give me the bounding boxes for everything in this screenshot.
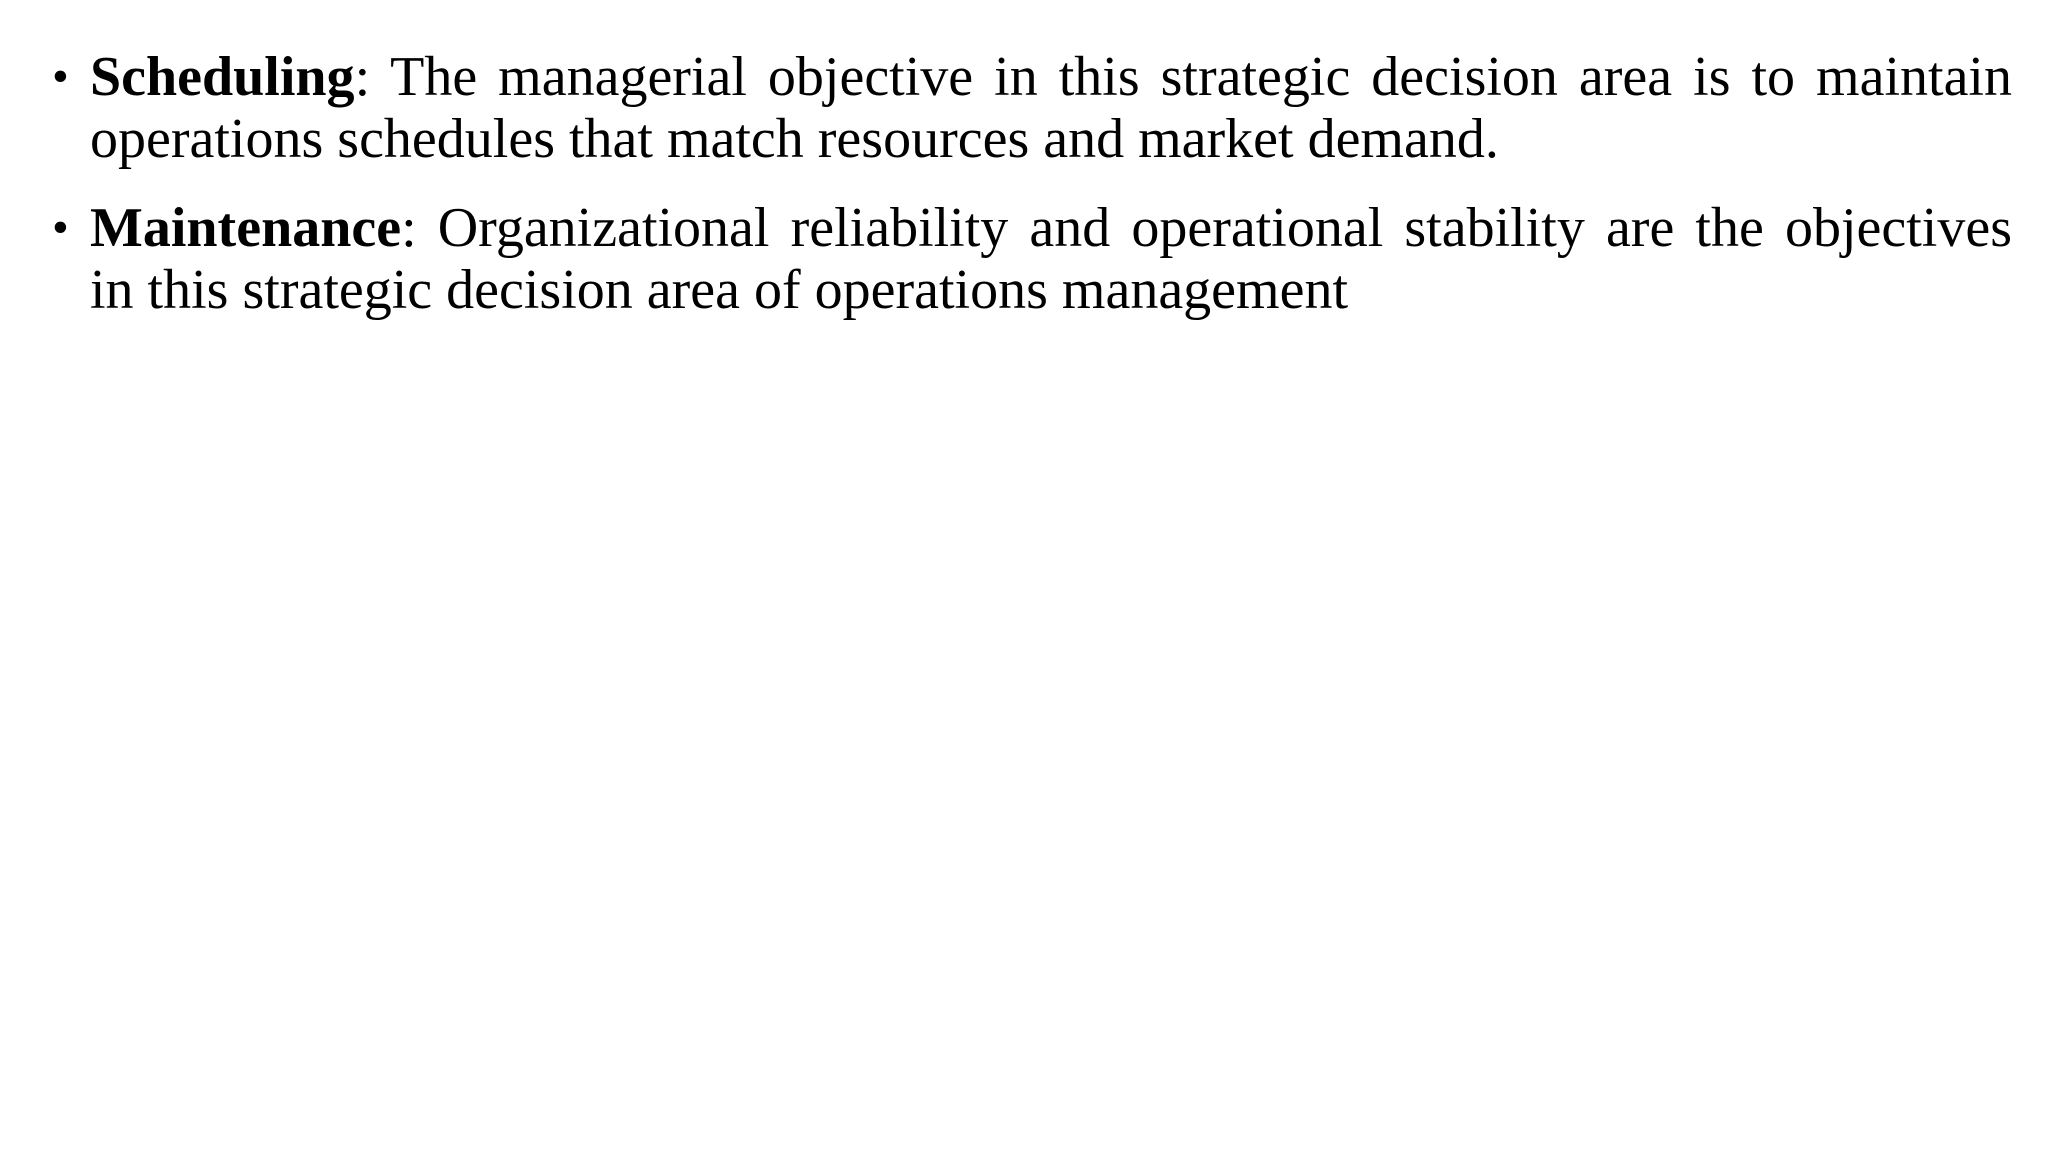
bullet-list: [52, 46, 2012, 348]
bullet-marker: •: [52, 201, 69, 254]
bullet-text: Organizational reliability and operational stability are the objectives in this strategic decision area of operations management: [90, 197, 2012, 321]
bullet-separator: :: [354, 46, 371, 108]
bullet-separator: :: [401, 197, 417, 259]
bullet-term: Scheduling: [90, 46, 355, 108]
bullet-item-scheduling: [52, 46, 2012, 170]
bullet-text: The managerial objective in this strategic decision area is to maintain operations schedules that match resources and market demand.: [90, 46, 2012, 170]
bullet-item-maintenance: [52, 197, 2012, 321]
bullet-term: Maintenance: [90, 197, 402, 259]
bullet-marker: •: [52, 50, 69, 103]
